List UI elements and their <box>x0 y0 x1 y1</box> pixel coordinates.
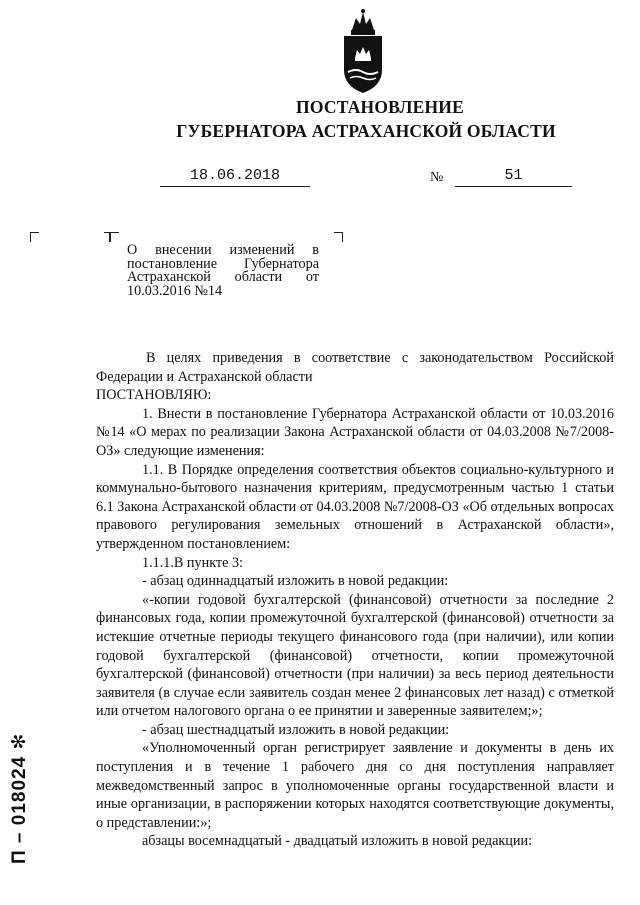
paragraph-abzac-11: - абзац одиннадцатый изложить в новой редакции: <box>142 573 449 590</box>
paragraph-preamble: В целях приведения в соответствие с законодательством Российской Федерации и Астраханской области <box>96 350 614 385</box>
corner-mark-subject-b <box>110 232 119 242</box>
paragraph-quote-1: «-копии годовой бухгалтерской (финансовой) отчетности за последние 2 финансовых года, копии промежуточной бухгалтерской (финансовой) отчетности за истекшие отчетные периоды текущего финансового года (при наличии), или копии годовой бухгалтерской (финансовой) отчетности, копии промежуточной бухгалтерской (финансовой) отчетности (при наличии) за весь период деятельности заявителя (в случае если заявитель создан менее 2 финансовых лет назад) с отметкой или отчетом налогового органа о ее принятии и заверенные заявителем;»; <box>96 591 614 720</box>
coat-of-arms-icon <box>338 8 388 94</box>
doc-date: 18.06.2018 <box>160 167 310 187</box>
paragraph-abzac-18-20: абзацы восемнадцатый - двадцатый изложить в новой редакции: <box>142 833 533 850</box>
paragraph-resolve: ПОСТАНОВЛЯЮ: <box>96 387 212 404</box>
corner-mark-left <box>30 232 39 242</box>
side-stamp: П – 018024 ✻ <box>9 732 30 864</box>
paragraph-item-1-1-1: 1.1.1.В пункте 3: <box>142 554 243 571</box>
doc-body <box>96 349 614 851</box>
paragraph-abzac-16: - абзац шестнадцатый изложить в новой редакции: <box>142 721 450 738</box>
doc-issuer: ГУБЕРНАТОРА АСТРАХАНСКОЙ ОБЛАСТИ <box>176 121 556 141</box>
doc-number: 51 <box>455 167 572 187</box>
paragraph-quote-2: «Уполномоченный орган регистрирует заявление и документы в день их поступления и в течение 1 рабочего дня со дня поступления направляет межведомственный запрос в уполномоченные органы государственной власти и иные организации, в распоряжении которых находятся соответствующие документы, о представлении:»; <box>96 740 614 831</box>
paragraph-item-1-1: 1.1. В Порядке определения соответствия объектов социально-культурного и коммунально-бытового назначения критериям, предусмотренным частью 1 статьи 6.1 Закона Астраханской области от 04.03.2008 №7/2008-ОЗ «Об отдельных вопросах правового регулирования земельных отношений в Астраханской области», утвержденном постановлением: <box>96 461 614 552</box>
paragraph-item-1: 1. Внести в постановление Губернатора Астраханской области от 10.03.2016 №14 «О мерах по реализации Закона Астраханской области от 04.03.2008 №7/2008-ОЗ» следующие изменения: <box>96 405 614 459</box>
doc-subject: О внесении изменений в постановление Губернатора Астраханской области от 10.03.2016 №14 <box>127 242 319 299</box>
number-sign: № <box>430 170 444 185</box>
corner-mark-right <box>334 232 343 242</box>
doc-title: ПОСТАНОВЛЕНИЕ <box>296 97 464 117</box>
